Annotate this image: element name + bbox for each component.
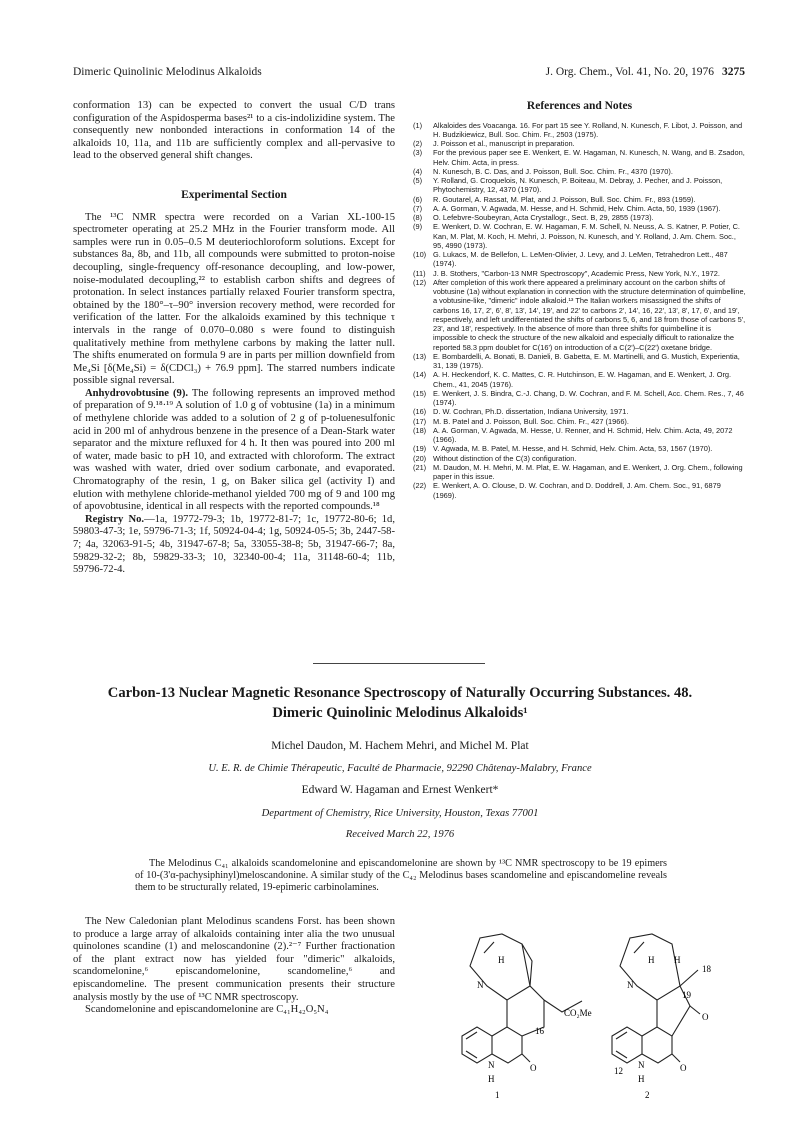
reference-text: O. Lefebvre-Soubeyran, Acta Crystallogr., Sect. B, 29, 2855 (1973). — [433, 213, 654, 223]
article-title: Carbon-13 Nuclear Magnetic Resonance Spectroscopy of Naturally Occurring Substances. 48. Dimeric Quinolinic Melodinus Alkaloids¹ — [107, 685, 693, 721]
reference-number: (2) — [413, 139, 423, 149]
reference-text: V. Agwada, M. B. Patel, M. Hesse, and H. Schmid, Helv. Chim. Acta, 53, 1567 (1970). — [433, 444, 713, 454]
reference-item — [413, 407, 746, 416]
reference-number: (3) — [413, 148, 423, 158]
reference-text: E. Wenkert, A. O. Clouse, D. W. Cochran, and D. Doddrell, J. Am. Chem. Soc., 91, 6879 (1969). — [433, 481, 721, 500]
page-number: 3275 — [722, 66, 745, 78]
reference-text: M. Daudon, M. H. Mehri, M. M. Plat, E. W. Hagaman, and E. Wenkert, J. Org. Chem., following paper in this issue. — [433, 462, 743, 482]
reference-number: (13) — [413, 351, 427, 361]
s1-h-amide-label: H — [488, 1074, 495, 1084]
reference-item — [413, 370, 746, 389]
reference-text: N. Kunesch, B. C. Das, and J. Poisson, Bull. Soc. Chim. Fr., 4370 (1970). — [433, 166, 673, 176]
s2-compound-label: 2 — [645, 1090, 650, 1100]
reference-item — [413, 278, 746, 352]
reference-text: Y. Rolland, G. Croquelois, N. Kunesch, P. Boiteau, M. Debray, J. Pecher, and J. Poisson, Phytochemistry, 12, 4370 (1970). — [433, 176, 723, 195]
reference-text: A. H. Heckendorf, K. C. Mattes, C. R. Hutchinson, E. W. Hagaman, and E. Wenkert, J. Org. Chem., 41, 2045 (1976). — [433, 370, 732, 389]
registry-label: Registry No. — [85, 513, 145, 525]
received-date: Received March 22, 1976 — [345, 829, 455, 840]
s2-pos12-label: 12 — [614, 1066, 623, 1076]
reference-text: J. B. Stothers, "Carbon-13 NMR Spectroscopy", Academic Press, New York, N.Y., 1972. — [433, 268, 720, 278]
reference-item — [413, 250, 746, 269]
reference-number: (5) — [413, 176, 423, 186]
s2-pos18-label: 18 — [702, 964, 711, 974]
s2-h-amide-label: H — [638, 1074, 645, 1084]
reference-text: M. B. Patel and J. Poisson, Bull. Soc. Chim. Fr., 427 (1966). — [433, 416, 629, 426]
running-header-right — [546, 66, 745, 78]
reference-item — [413, 481, 746, 500]
reference-item — [413, 195, 746, 204]
reference-item — [413, 352, 746, 371]
references-heading: References and Notes — [526, 100, 633, 112]
structure-scandine — [462, 934, 582, 1063]
reference-item — [413, 176, 746, 195]
reference-number: (15) — [413, 388, 427, 398]
reference-number: (1) — [413, 120, 423, 130]
reference-item — [413, 463, 746, 482]
reference-number: (8) — [413, 213, 423, 223]
reference-item — [413, 454, 746, 463]
registry-paragraph — [73, 514, 395, 577]
reference-text: Without distinction of the C(3) configuration. — [433, 453, 577, 463]
reference-item — [413, 148, 746, 167]
reference-number: (16) — [413, 407, 427, 417]
reference-text: E. Wenkert, D. W. Cochran, E. W. Hagaman, F. M. Schell, N. Neuss, A. S. Katner, P. Potier, C. Kan, M. Plat, M. Koch, H. Mehri, J. Poisson, N. Kunesch, and Y. Rolland, J. Am. Chem. Soc., 95, 4990 (1973). — [433, 222, 740, 250]
authors-primary: Michel Daudon, M. Hachem Mehri, and Michel M. Plat — [271, 740, 529, 752]
s1-pos16-label: 16 — [535, 1026, 544, 1036]
reference-text: G. Lukacs, M. de Bellefon, L. LeMen-Olivier, J. Levy, and J. LeMen, Tetrahedron Lett., 487 (1974). — [433, 250, 728, 269]
reference-number: (20) — [413, 453, 427, 463]
s1-co2me-label: CO₂Me — [564, 1008, 592, 1018]
s2-pos19-label: 19 — [682, 990, 691, 1000]
introduction — [73, 916, 395, 1017]
reference-text: A. A. Gorman, V. Agwada, M. Hesse, U. Renner, and H. Schmid, Helv. Chim. Acta, 49, 2072 (1966). — [433, 425, 733, 445]
reference-item — [413, 426, 746, 445]
reference-number: (11) — [413, 268, 426, 278]
reference-number: (18) — [413, 425, 427, 435]
anhydrovobtusine-heading: Anhydrovobtusine (9). — [85, 387, 189, 399]
s2-o-ketone-label: O — [702, 1012, 709, 1022]
reference-number: (22) — [413, 481, 427, 491]
right-column — [413, 100, 746, 500]
anhydrovobtusine-text: The following represents an improved method of preparation of 9.¹⁸·¹⁹ A solution of 1.0 g of vobtusine (1a) in a minimum of methylene chloride was added to a solution of 2 g of p-toluenesulfonic acid in 200 ml of anhydrous benzene in the presence of a Dean-Stark water separator and the mixture refluxed for 4 h. It then was poured into 200 ml of water, made basic to pH 10, and extracted with chloroform. The extract was washed with water, dried over sodium carbonate, and evaporated. Chromatography of the resin, 1 g, on Baker silica gel (activity I) and elution with methylene chloride-methanol yielded 700 mg of 9 and 100 mg of apovobtusine, identical in all respects with the reported compounds.¹⁸ — [73, 387, 395, 513]
reference-number: (4) — [413, 166, 423, 176]
reference-text: D. W. Cochran, Ph.D. dissertation, Indiana University, 1971. — [433, 407, 629, 417]
journal-citation: J. Org. Chem., Vol. 41, No. 20, 1976 — [545, 66, 714, 78]
s1-h-label: H — [498, 955, 505, 965]
section-divider — [313, 663, 485, 664]
reference-number: (7) — [413, 203, 423, 213]
reference-item — [413, 417, 746, 426]
reference-number: (21) — [413, 462, 427, 472]
reference-list — [413, 121, 746, 500]
reference-item — [413, 139, 746, 148]
s1-o-label: O — [530, 1063, 537, 1073]
reference-number: (9) — [413, 222, 423, 232]
reference-item — [413, 389, 746, 408]
reference-text: After completion of this work there appeared a preliminary account on the carbon shifts of vobtusine (1a) without explanation in connection with the structure determination of quimbelline, a vobtusine-like, "dimeric" indole alkaloid.¹³ The Italian workers misassigned the shifts of carbons 16, 17, 2', 6', 8', 13', 14', 19', and 22' to carbons 2', 14', 16, 22', 13', 8', 17, 6', and 19', respectively, and left undifferentiated the shifts of carbons 5, 6, and 18 from those of carbons 5', 23', and 18', respectively. In the absence of more than three shifts for quimbelline it is impossible to check the structure of the new alkaloid and especially difficult to rationalize the reported 58.3 ppm doublet for C(16') on introduction of a C(2')–C(22') oxetane bridge. — [433, 277, 746, 352]
reference-number: (12) — [413, 277, 427, 287]
s2-h-b-label: H — [674, 955, 681, 965]
reference-text: For the previous paper see E. Wenkert, E. W. Hagaman, N. Kunesch, N. Wang, and B. Zsadon, Helv. Chim. Acta, in press. — [433, 148, 745, 167]
abstract: The Melodinus C₄₁ alkaloids scandomelonine and episcandomelonine are shown by ¹³C NMR spectroscopy to be 19 epimers of 10-(3'α-pachysiphinyl)meloscandonine. A similar study of the C₄₂ Melodinus bases scandomeline and episcandomeline reveals them to be structurally related, 19-epimeric carbinolamines. — [135, 858, 667, 893]
reference-item — [413, 167, 746, 176]
intro-paragraph-2: Scandomelonine and episcandomelonine are C₄₁H₄₂O₅N₄ — [85, 1004, 329, 1016]
affiliation-primary: U. E. R. de Chimie Thérapeutic, Faculté de Pharmacie, 92290 Châtenay-Malabry, France — [208, 763, 592, 774]
s2-n-ring-label: N — [627, 980, 634, 990]
s2-n-amide-label: N — [638, 1060, 645, 1070]
reference-item — [413, 121, 746, 140]
intro-paragraph-1: The New Caledonian plant Melodinus scandens Forst. has been shown to produce a large array of alkaloids containing inter alia the two unusual quinolones scandine (1) and meloscandonine (2).²⁻⁷ Further fractionation of the plant extract now has yielded four "dimeric" alkaloids, scandomelonine,⁶ episcandomelonine, scandomeline,⁶ and episcandomeline. The present communication presents their structure analysis mostly by the use of ¹³C NMR spectroscopy. — [73, 916, 395, 1003]
affiliation-secondary: Department of Chemistry, Rice University, Houston, Texas 77001 — [261, 808, 539, 819]
registry-text: —1a, 19772-79-3; 1b, 19772-81-7; 1c, 19772-80-6; 1d, 59803-47-3; 1e, 59796-71-3; 1f, 50924-04-4; 1g, 50924-05-5; 3b, 2447-58-7; 4a, 32063-91-5; 4b, 31947-67-8; 5a, 33055-38-8; 5b, 31947-66-7; 8a, 59829-32-2; 8b, 59829-33-3; 10, 32340-00-4; 11a, 31148-60-4; 11b, 59796-72-4. — [73, 513, 395, 576]
chemical-structures-figure — [432, 906, 732, 1106]
reference-number: (10) — [413, 250, 427, 260]
s1-n-ring-label: N — [477, 980, 484, 990]
reference-item — [413, 213, 746, 222]
reference-item — [413, 269, 746, 278]
anhydrovobtusine-paragraph — [73, 388, 395, 514]
s1-n-amide-label: N — [488, 1060, 495, 1070]
reference-number: (14) — [413, 370, 427, 380]
s2-o-amide-label: O — [680, 1063, 687, 1073]
reference-text: E. Wenkert, J. S. Bindra, C.-J. Chang, D. W. Cochran, and F. M. Schell, Acc. Chem. Res., 7, 46 (1974). — [433, 388, 744, 408]
reference-number: (6) — [413, 194, 423, 204]
s1-compound-label: 1 — [495, 1090, 500, 1100]
experimental-paragraph: The ¹³C NMR spectra were recorded on a Varian XL-100-15 spectrometer operating at 25.2 MHz in the Fourier transform mode. All samples were run in 0.05–0.5 M deuteriochloroform solutions. Except for substances 8a, 8b, and 11b, all compounds were submitted to proton-noise decoupling, single-frequency off-resonance decoupling, and low-power, noise-modulated decoupling,²² to establish carbon shifts and degrees of protonation. In select instances partially relaxed Fourier transform spectra, obtained by the 180°–τ–90° inversion recovery method, were recorded for verification of the latter. For the alkaloids examined by this technique τ intervals in the range of 0.070–0.080 s were found to distinguish qualitatively methine from methylene carbons by making the latter null. The shifts enumerated on formula 9 are in parts per million downfield from Me₄Si [δ(Me₄Si) = δ(CDCl₃) + 76.9 ppm]. The starred numbers indicate possible signal reversal. — [73, 211, 395, 387]
left-column — [73, 100, 395, 577]
reference-item — [413, 444, 746, 453]
reference-number: (19) — [413, 444, 427, 454]
reference-text: J. Poisson et al., manuscript in preparation. — [433, 139, 575, 149]
authors-secondary: Edward W. Hagaman and Ernest Wenkert* — [301, 784, 499, 796]
reference-text: Alkaloides des Voacanga. 16. For part 15 see Y. Rolland, N. Kunesch, F. Libot, J. Poisson, and H. Budzikiewicz, Bull. Soc. Chim. Fr., 2503 (1975). — [433, 120, 743, 139]
experimental-heading: Experimental Section — [181, 188, 287, 201]
s2-h-a-label: H — [648, 955, 655, 965]
reference-item — [413, 222, 746, 250]
reference-text: R. Goutarel, A. Rassat, M. Plat, and J. Poisson, Bull. Soc. Chim. Fr., 893 (1959). — [433, 194, 696, 204]
reference-number: (17) — [413, 416, 427, 426]
continuation-paragraph: conformation 13) can be expected to convert the usual C/D trans configuration of the Aspidosperma bases²¹ to a cis-indolizidine system. The consequently new nonbonded interactions in conformation 14 of the alkaloids 10, 11a, and 11b are sufficiently complex and all-pervasive to lead to the observed general shift changes. — [73, 100, 395, 162]
reference-text: A. A. Gorman, V. Agwada, M. Hesse, and H. Schmid, Helv. Chim. Acta, 50, 1939 (1967). — [433, 203, 721, 213]
reference-item — [413, 204, 746, 213]
reference-text: E. Bombardelli, A. Bonati, B. Danieli, B. Gabetta, E. M. Martinelli, and G. Mustich, Experientia, 31, 139 (1975). — [433, 351, 740, 371]
running-header-left: Dimeric Quinolinic Melodinus Alkaloids — [73, 66, 262, 78]
